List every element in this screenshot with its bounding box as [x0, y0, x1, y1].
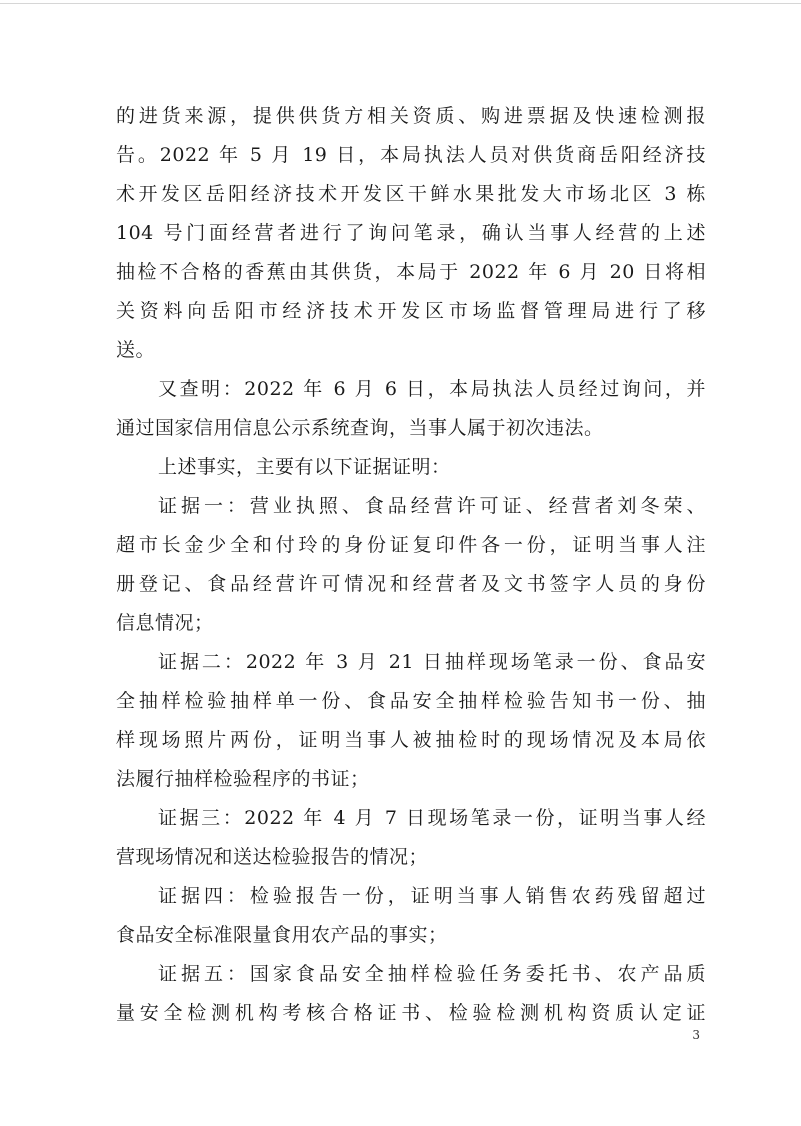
text-line: 营现场情况和送达检验报告的情况； [116, 846, 429, 868]
text-line: 信息情况； [116, 612, 214, 634]
text-line: 的进货来源，提供供货方相关资质、购进票据及快速检测报 [116, 105, 706, 127]
text-line: 全抽样检验抽样单一份、食品安全抽样检验告知书一份、抽 [116, 690, 706, 712]
text-line: 证据四：检验报告一份，证明当事人销售农药残留超过 [158, 885, 706, 907]
text-line: 上述事实，主要有以下证据证明： [158, 456, 451, 478]
text-line: 量安全检测机构考核合格证书、检验检测机构资质认定证 [116, 1002, 706, 1024]
text-line: 样现场照片两份，证明当事人被抽检时的现场情况及本局依 [116, 729, 706, 751]
text-line: 告。2022 年 5 月 19 日，本局执法人员对供货商岳阳经济技 [116, 144, 706, 166]
top-border-line [0, 3, 801, 4]
text-line: 抽检不合格的香蕉由其供货，本局于 2022 年 6 月 20 日将相 [116, 261, 706, 283]
text-line: 又查明：2022 年 6 月 6 日，本局执法人员经过询问，并 [158, 378, 706, 400]
text-line: 证据三：2022 年 4 月 7 日现场笔录一份，证明当事人经 [158, 807, 706, 829]
text-line: 关资料向岳阳市经济技术开发区市场监督管理局进行了移 [116, 300, 706, 322]
page-number: 3 [692, 1028, 700, 1042]
text-line: 104 号门面经营者进行了询问笔录，确认当事人经营的上述 [116, 222, 706, 244]
text-line: 送。 [116, 339, 156, 361]
text-line: 册登记、食品经营许可情况和经营者及文书签字人员的身份 [116, 573, 706, 595]
text-line: 通过国家信用信息公示系统查询，当事人属于初次违法。 [116, 417, 604, 439]
text-line: 证据一：营业执照、食品经营许可证、经营者刘冬荣、 [158, 495, 706, 517]
text-line: 食品安全标准限量食用农产品的事实； [116, 924, 448, 946]
text-line: 证据五：国家食品安全抽样检验任务委托书、农产品质 [158, 963, 706, 985]
text-line: 法履行抽样检验程序的书证； [116, 768, 370, 790]
text-line: 证据二：2022 年 3 月 21 日抽样现场笔录一份、食品安 [158, 651, 706, 673]
text-line: 术开发区岳阳经济技术开发区干鲜水果批发大市场北区 3 栋 [116, 183, 706, 205]
text-line: 超市长金少全和付玲的身份证复印件各一份，证明当事人注 [116, 534, 706, 556]
